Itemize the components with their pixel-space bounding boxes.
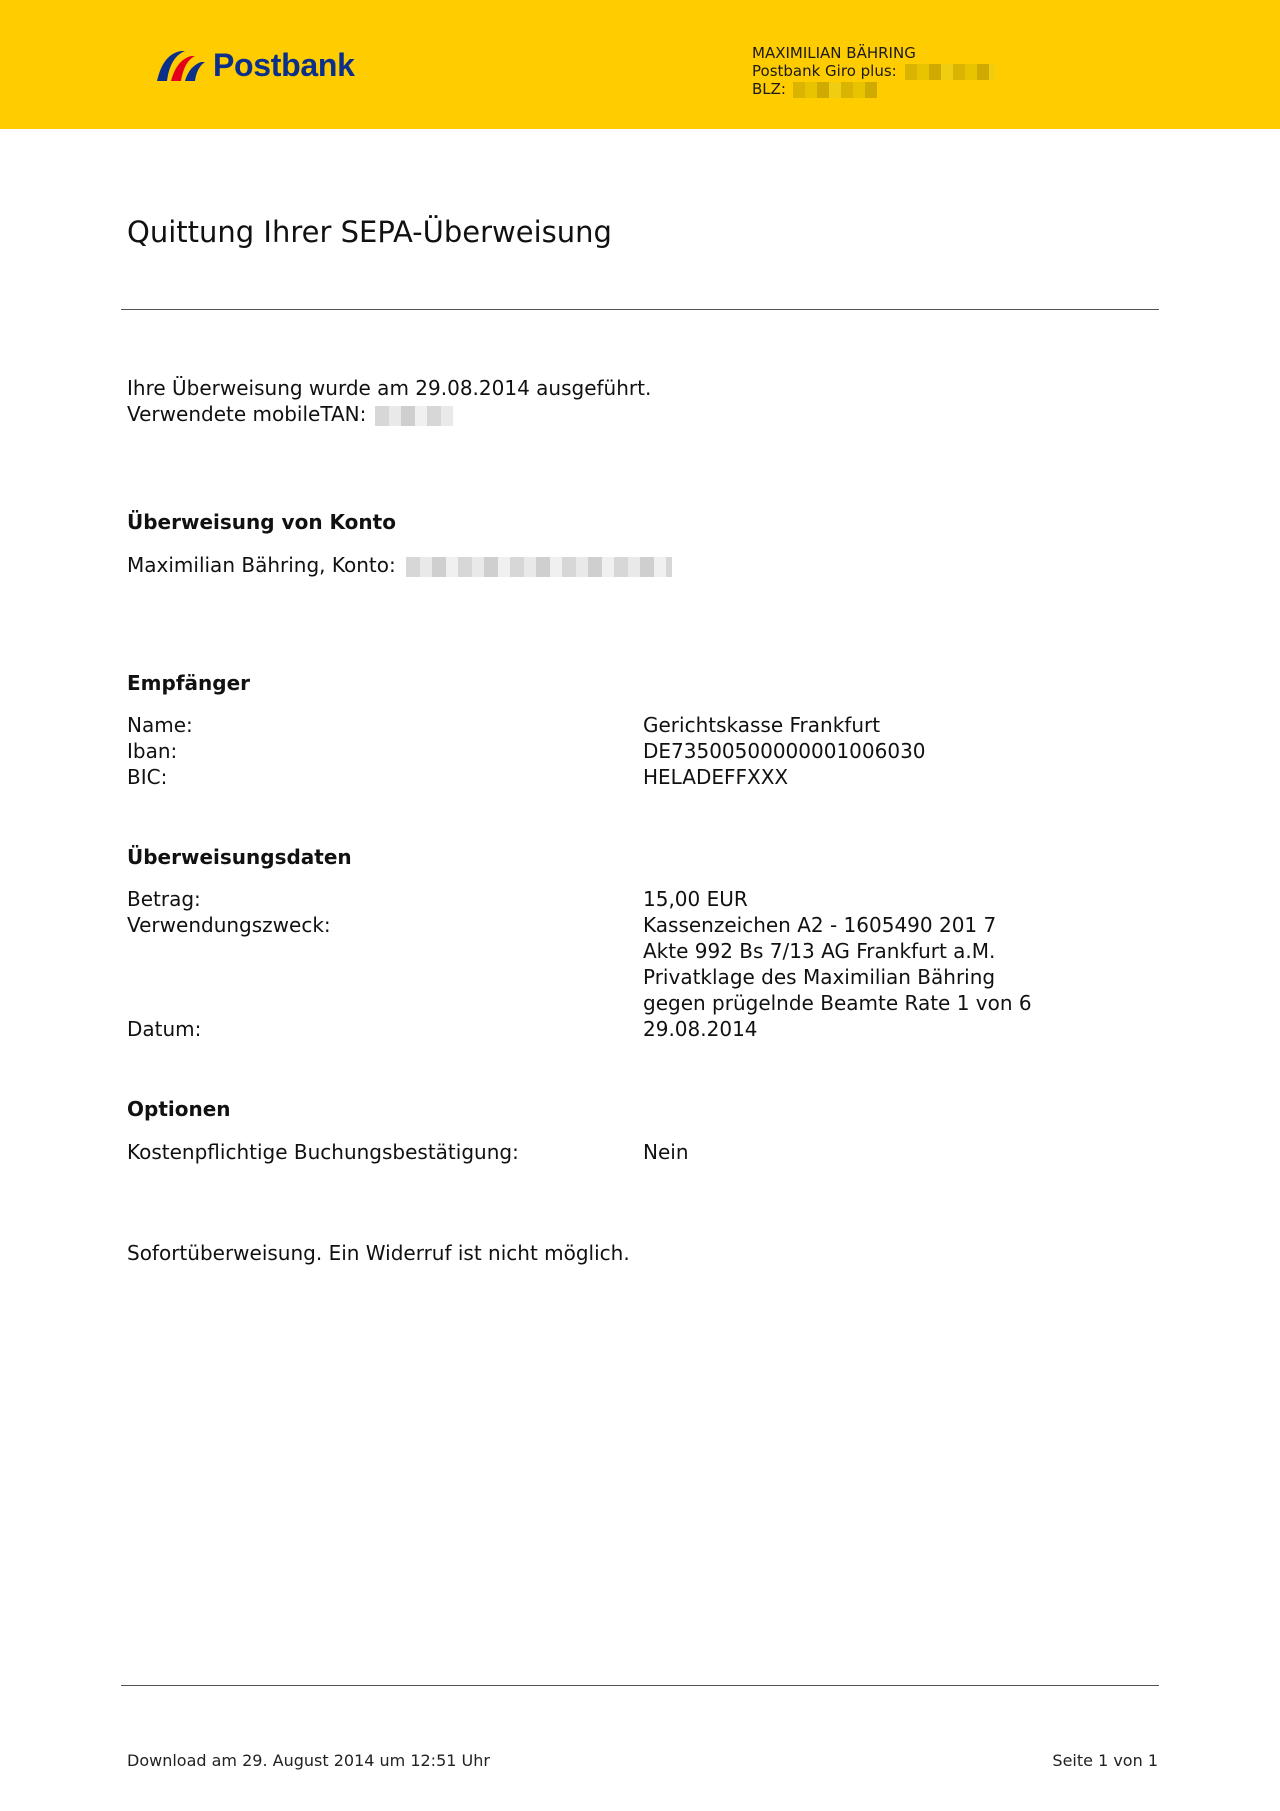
postbank-logo [155,44,355,86]
recipient-iban-value: DE73500500000001006030 [643,739,926,763]
recipient-iban-label: Iban: [127,739,178,763]
sender-heading: Überweisung von Konto [127,510,396,534]
redacted-mobile-tan [375,406,453,426]
booking-confirmation-value: Nein [643,1140,689,1164]
brand-name: Postbank [213,46,355,83]
purpose-line: Kassenzeichen A2 - 1605490 201 7 [643,913,997,937]
purpose-label: Verwendungszweck: [127,913,331,937]
instant-transfer-note: Sofortüberweisung. Ein Widerruf ist nicht möglich. [127,1241,630,1265]
options-heading: Optionen [127,1097,231,1121]
page-title: Quittung Ihrer SEPA-Überweisung [127,215,612,249]
divider-top [121,309,1159,310]
header-banner [0,0,1280,129]
recipient-name-value: Gerichtskasse Frankfurt [643,713,881,737]
blz-row [752,80,995,98]
divider-bottom [121,1685,1159,1686]
execution-date-text: Ihre Überweisung wurde am 29.08.2014 ausgeführt. [127,376,652,400]
mobile-tan-row [127,401,453,427]
recipient-bic-value: HELADEFFXXX [643,765,789,789]
purpose-line: gegen prügelnde Beamte Rate 1 von 6 [643,991,1032,1015]
page-number: Seite 1 von 1 [1052,1751,1158,1770]
mobile-tan-label: Verwendete mobileTAN: [127,402,367,426]
blz-label: BLZ: [752,80,786,98]
redacted-blz [793,82,877,98]
amount-label: Betrag: [127,887,201,911]
account-info [752,44,995,98]
amount-value: 15,00 EUR [643,887,748,911]
sender-row [127,552,672,578]
purpose-line: Akte 992 Bs 7/13 AG Frankfurt a.M. [643,939,996,963]
redacted-account-number [905,64,995,80]
account-label: Postbank Giro plus: [752,62,897,80]
purpose-line: Privatklage des Maximilian Bähring [643,965,996,989]
date-value: 29.08.2014 [643,1017,758,1041]
account-number-row [752,62,995,80]
redacted-sender-account [406,557,672,577]
postbank-logo-icon [155,47,207,83]
recipient-heading: Empfänger [127,671,250,695]
account-holder: MAXIMILIAN BÄHRING [752,44,916,62]
transfer-heading: Überweisungsdaten [127,845,352,869]
date-label: Datum: [127,1017,202,1041]
recipient-name-label: Name: [127,713,193,737]
booking-confirmation-label: Kostenpflichtige Buchungsbestätigung: [127,1140,519,1164]
sender-label: Maximilian Bähring, Konto: [127,553,396,577]
download-timestamp: Download am 29. August 2014 um 12:51 Uhr [127,1751,490,1770]
recipient-bic-label: BIC: [127,765,168,789]
